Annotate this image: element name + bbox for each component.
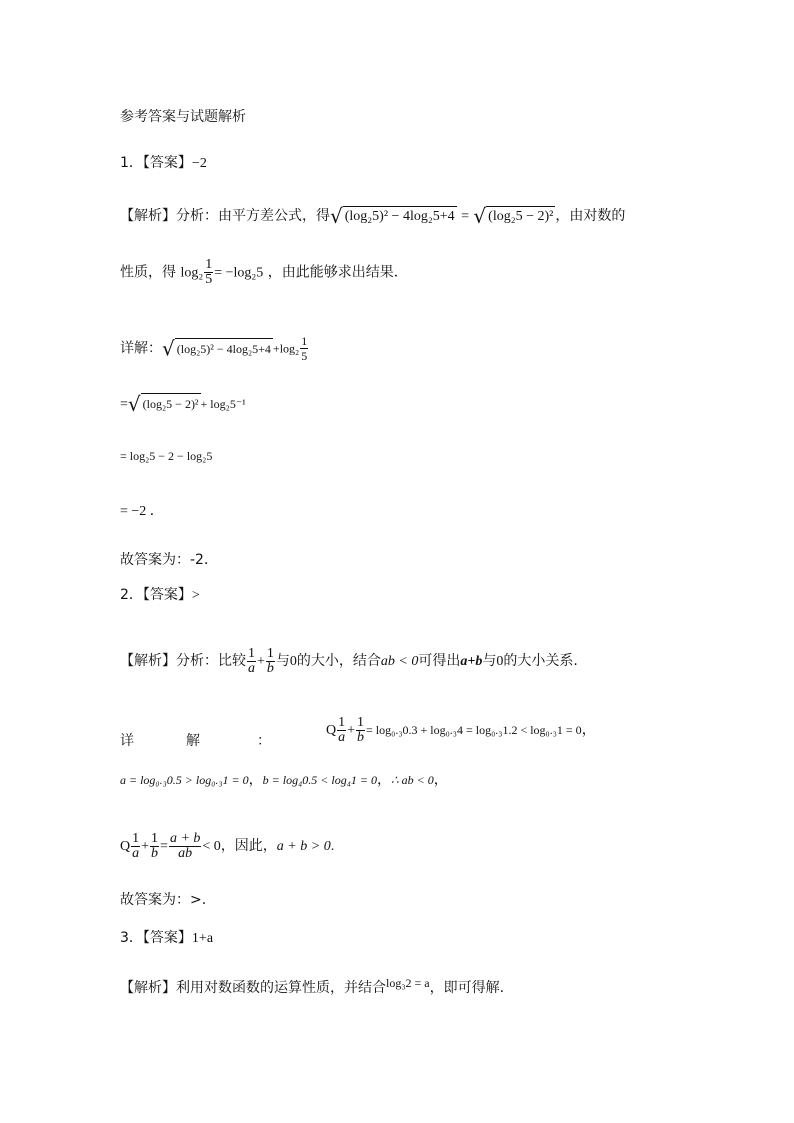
q1-formula1-eq: = xyxy=(461,209,469,224)
q2-f2-num: 1 xyxy=(266,645,274,661)
q1-detail-frac xyxy=(300,334,308,363)
q2-d-den2: b xyxy=(357,730,365,746)
q2-d-plus: + xyxy=(347,723,356,738)
q3-answer: 1+a xyxy=(191,931,214,946)
q2-line-c: ∴ ab < 0 xyxy=(390,773,434,787)
q2-analysis-d: 可得出 xyxy=(418,653,461,669)
q2-line-a: a = log₀.₃0.5 > log₀.₃1 = 0 xyxy=(120,773,249,787)
q3-answer-line xyxy=(120,928,213,949)
q1-analysis-line1 xyxy=(120,206,625,227)
q2-q-sym: Q xyxy=(326,723,337,738)
q2-detail-formula xyxy=(326,712,596,749)
q2-f1 xyxy=(247,647,256,676)
q2-cond: ab < 0 xyxy=(380,654,419,669)
q1-formula2-den: 5 xyxy=(205,272,213,287)
q2-e-plus: + xyxy=(141,839,150,854)
q2-e-num1: 1 xyxy=(132,831,140,847)
q2-analysis-a: 分析：比较 xyxy=(176,653,246,669)
q2-analysis-c: 的大小，结合 xyxy=(296,653,381,669)
q3-cond: log₃2 = a xyxy=(386,976,430,990)
q2-detail-3: ： xyxy=(257,733,271,749)
q1-formula1-right: (log₂5 − 2)² xyxy=(486,206,555,227)
q2-analysis-label: 【解析】 xyxy=(120,653,176,669)
sqrt-icon: √ xyxy=(330,204,343,228)
q1-detail-plus: +log₂ xyxy=(272,341,300,356)
q2-d-comma: ， xyxy=(581,723,596,738)
q3-head: 3．【答案】 xyxy=(120,930,192,946)
q2-analysis-f: 的大小关系. xyxy=(503,653,578,669)
q1-step1-eq: = xyxy=(120,397,128,412)
q1-analysis-c: 性质，得 xyxy=(120,264,176,281)
q1-analysis-d: ，由此能够求出结果． xyxy=(267,264,408,281)
q3-analysis-b: ，即可得解. xyxy=(429,980,505,996)
q1-detail-den: 5 xyxy=(301,349,308,363)
q1-detail-line xyxy=(120,334,309,363)
q2-analysis-b: 与 xyxy=(275,653,290,669)
q2-e-f3 xyxy=(169,832,201,861)
q1-detail-num: 1 xyxy=(301,334,308,348)
q1-answer: −2 xyxy=(191,156,207,171)
q2-d-f1 xyxy=(337,716,346,745)
q2-e-f1 xyxy=(131,832,140,861)
q1-step1 xyxy=(120,393,246,415)
q1-head: 1．【答案】 xyxy=(120,155,192,171)
q2-line-b: b = log₄0.5 < log₄1 = 0 xyxy=(262,773,377,787)
q1-detail-expr: (log₂5)² − 4log₂5+4 xyxy=(175,338,273,359)
q2-q-sym2: Q xyxy=(120,839,131,854)
q1-conclusion: 故答案为：-2． xyxy=(120,552,218,568)
q1-formula1-left: (log₂5)² − 4log₂5+4 xyxy=(343,206,457,227)
q2-sum: a+b xyxy=(460,654,483,669)
q2-line-sum xyxy=(120,828,334,865)
q1-formula2-a: log₂ xyxy=(180,265,204,281)
q2-analysis-e: 与 xyxy=(482,653,497,669)
q1-step2: = log₂5 − 2 − log₂5 xyxy=(120,449,213,463)
q2-result: a + b > 0 xyxy=(276,839,331,854)
q1-formula2-b: = −log₂5 xyxy=(214,265,264,281)
q2-period: . xyxy=(330,839,335,854)
q1-analysis-b: ，由对数的 xyxy=(555,208,626,224)
q2-answer-line xyxy=(120,585,200,606)
q2-line-ab xyxy=(120,770,448,790)
q2-e-tail: < 0 xyxy=(202,839,221,854)
q2-conclusion: 故答案为：>. xyxy=(120,892,207,908)
q2-answer: > xyxy=(191,588,200,603)
q2-f2 xyxy=(266,647,275,676)
q1-detail-label: 详解： xyxy=(120,340,162,357)
page-title: 参考答案与试题解析 xyxy=(120,109,246,125)
q2-therefore: ，因此， xyxy=(220,838,277,854)
q2-f1-num: 1 xyxy=(248,645,255,661)
q3-analysis-label: 【解析】 xyxy=(120,980,176,996)
q2-sep2: ， xyxy=(376,772,391,788)
q2-d-num1: 1 xyxy=(338,715,346,731)
sqrt-icon: √ xyxy=(473,204,487,228)
q2-f1-den: a xyxy=(248,660,255,676)
q2-sep3: ， xyxy=(433,772,448,788)
q2-d-expr: = log₀.₃0.3 + log₀.₃4 = log₀.₃1.2 < log₀.₃1 = 0 xyxy=(366,723,582,737)
q1-step3: = −2 ． xyxy=(120,504,164,519)
q2-head: 2．【答案】 xyxy=(120,587,192,603)
sqrt-icon: √ xyxy=(127,392,141,416)
q1-formula2-num: 1 xyxy=(205,257,213,272)
q2-detail-1: 详 xyxy=(120,733,134,749)
q2-sep1: ， xyxy=(248,772,263,788)
q1-analysis-line2 xyxy=(120,258,408,287)
q2-analysis-line xyxy=(120,643,578,680)
q2-e-den1: a xyxy=(132,846,140,862)
q2-plus: + xyxy=(257,654,265,669)
q3-analysis-a: 利用对数函数的运算性质，并结合 xyxy=(176,980,386,996)
q2-f2-den: b xyxy=(266,660,274,676)
q2-e-den3: ab xyxy=(178,846,193,862)
q2-d-num2: 1 xyxy=(357,715,365,731)
q2-e-f2 xyxy=(150,832,159,861)
q1-answer-line xyxy=(120,153,207,174)
q1-formula2-frac xyxy=(204,258,213,287)
q1-analysis-a: 分析：由平方差公式，得 xyxy=(176,208,330,224)
q2-d-f2 xyxy=(356,716,365,745)
q1-analysis-label: 【解析】 xyxy=(120,208,176,224)
q2-d-den1: a xyxy=(338,730,346,746)
q2-detail-2: 解 xyxy=(186,733,200,749)
q2-e-num2: 1 xyxy=(151,831,159,847)
q2-e-den2: b xyxy=(151,846,159,862)
q1-step1-rad: (log₂5 − 2)² xyxy=(141,393,201,414)
q3-analysis-line xyxy=(120,978,504,998)
q2-e-num3: a + b xyxy=(169,831,201,847)
q2-zero2: 0 xyxy=(496,654,504,669)
q2-e-eq: = xyxy=(160,839,168,854)
q2-zero1: 0 xyxy=(289,654,297,669)
sqrt-icon: √ xyxy=(162,336,175,361)
q1-step1-tail: + log₂5⁻¹ xyxy=(200,397,246,411)
